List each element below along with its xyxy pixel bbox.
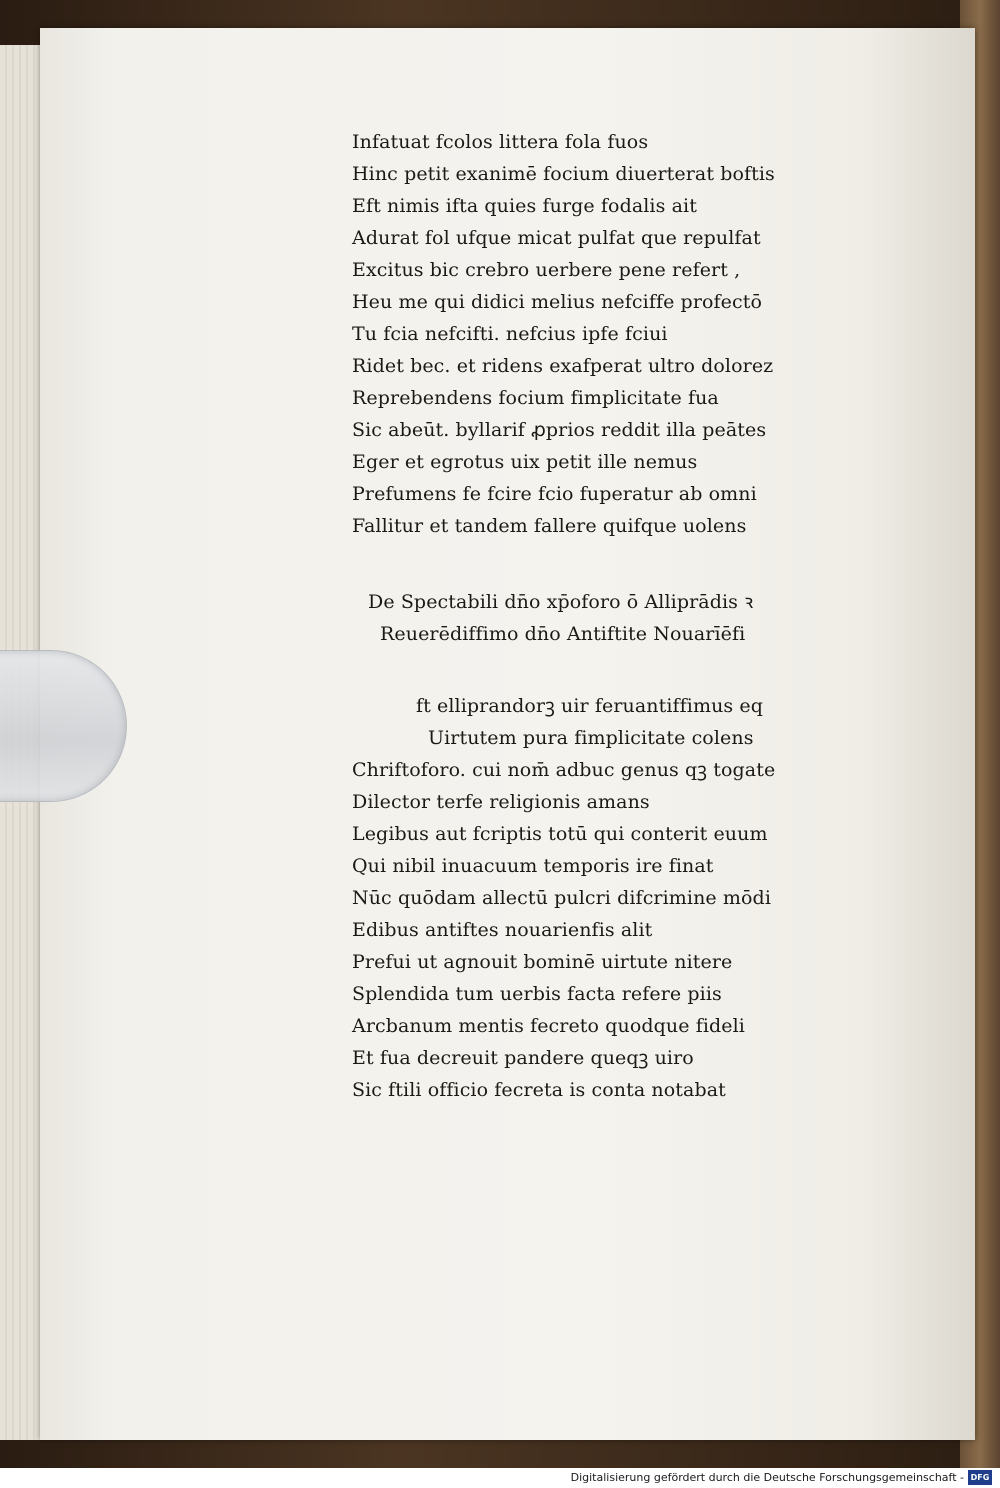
verse-line: Dilector terfe religionis amans [352,791,650,813]
verse-line: Fallitur et tandem fallere quifque uolens [352,515,747,537]
verse-line: Edibus antiftes nouarienfis alit [352,919,653,941]
verse-line: Et fua decreuit pandere queqꝫ uiro [352,1047,694,1069]
verse-line: Uirtutem pura fimplicitate colens [428,727,754,749]
verse-line: Legibus aut fcriptis totū qui conterit euum [352,823,768,845]
verse-line: Arcbanum mentis fecreto quodque fideli [352,1015,745,1037]
verse-line: Heu me qui didici melius nefciffe profectō [352,291,763,313]
section-heading: Reuerēdiffimo dn̄o Antiftite Nouarīēfi [380,623,746,645]
show-through-text [835,120,955,1120]
verse-line: Qui nibil inuacuum temporis ire finat [352,855,714,877]
funding-credit: Digitalisierung gefördert durch die Deutsche Forschungsgemeinschaft - [570,1471,964,1484]
verse-line: ft elliprandorꝫ uir feruantiffimus eq [416,695,764,717]
verse-line: Infatuat fcolos littera fola fuos [352,131,649,153]
verse-line: Prefui ut agnouit bominē uirtute nitere [352,951,733,973]
verse-line: Excitus bic crebro uerbere pene refert , [352,259,741,281]
verse-line: Sic abeūt. byllarif ꝓprios reddit illa peātes [352,419,767,441]
verse-line: Reprebendens focium fimplicitate fua [352,387,719,409]
verse-line: Prefumens fe fcire fcio fuperatur ab omni [352,483,757,505]
verse-line: Tu fcia nefcifti. nefcius ipfe fciui [352,323,668,345]
verse-line: Adurat fol ufque micat pulfat que repulfat [352,227,761,249]
verse-line: Splendida tum uerbis facta refere piis [352,983,722,1005]
section-heading: De Spectabili dn̄o xp̄oforo ō Alliprādis ꝛ [368,591,754,613]
verse-line: Eft nimis ifta quies furge fodalis ait [352,195,697,217]
verse-line: Sic ftili officio fecreta is conta notabat [352,1079,726,1101]
verse-line: Chriftoforo. cui nom̄ adbuc genus qꝫ togate [352,759,776,781]
verse-line: Nūc quōdam allectū pulcri difcrimine mōdi [352,887,772,909]
dfg-logo: DFG [968,1470,992,1485]
verse-line: Eger et egrotus uix petit ille nemus [352,451,698,473]
verse-line: Hinc petit exanimē focium diuerterat boftis [352,163,775,185]
verse-line: Ridet bec. et ridens exafperat ultro dolorez [352,355,774,377]
